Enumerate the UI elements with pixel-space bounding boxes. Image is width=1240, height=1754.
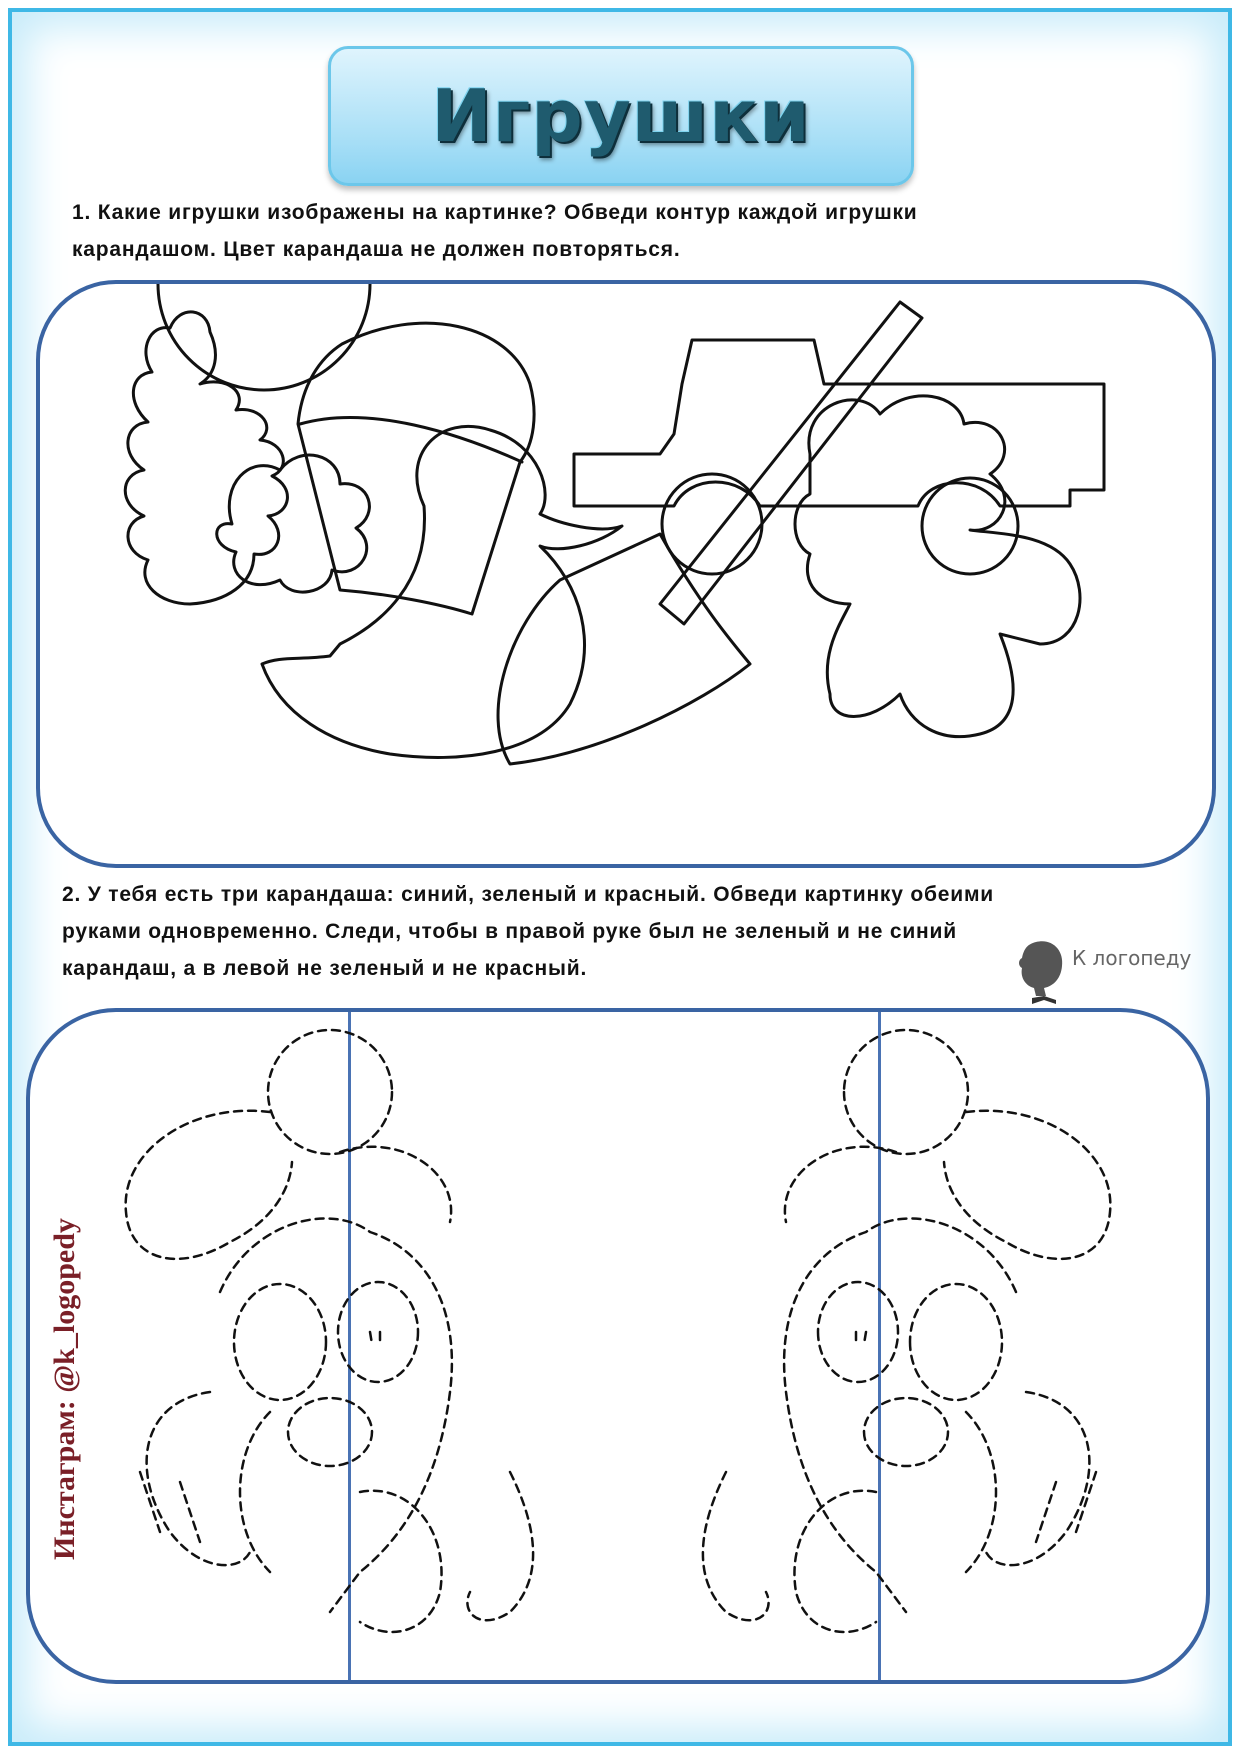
shovel-blade [498, 534, 750, 764]
tree-outline [125, 312, 287, 604]
flower-outline [217, 455, 370, 592]
task-2-line-1: 2. У тебя есть три карандаша: синий, зеленый и красный. Обведи картинку обеими [62, 883, 994, 906]
title-banner [328, 46, 914, 186]
duck-outline [262, 426, 622, 757]
shovel-handle [660, 302, 922, 624]
right-bunny-outline [703, 1030, 1110, 1632]
ball-outline [158, 284, 370, 390]
logo [1016, 938, 1206, 1004]
task-2-instructions [62, 876, 1172, 987]
left-bunny-outline [126, 1030, 533, 1632]
bear-outline [795, 396, 1080, 737]
overlapping-toys-illustration [40, 284, 1212, 864]
logo-text: К логопеду [1072, 946, 1192, 970]
task-2-line-3: карандаш, а в левой не зеленый и не красный. [62, 957, 588, 980]
bucket-rim [300, 418, 522, 462]
two-hand-tracing-panel [26, 1008, 1210, 1684]
instagram-handle: Инстаграм: @k_logopedy [48, 1218, 81, 1560]
dashed-bunny-illustrations [30, 1012, 1206, 1680]
task-1-instructions [72, 194, 1172, 268]
overlapping-toys-panel [36, 280, 1216, 868]
task-2-line-2: руками одновременно. Следи, чтобы в правой руке был не зеленый и не синий [62, 920, 957, 943]
truck-wheel-front [662, 474, 762, 574]
page-title: Игрушки [431, 74, 811, 158]
task-1-line-2: карандашом. Цвет карандаша не должен повторяться. [72, 238, 681, 261]
child-silhouette-icon [1016, 938, 1072, 1004]
task-1-line-1: 1. Какие игрушки изображены на картинке? Обведи контур каждой игрушки [72, 201, 918, 224]
